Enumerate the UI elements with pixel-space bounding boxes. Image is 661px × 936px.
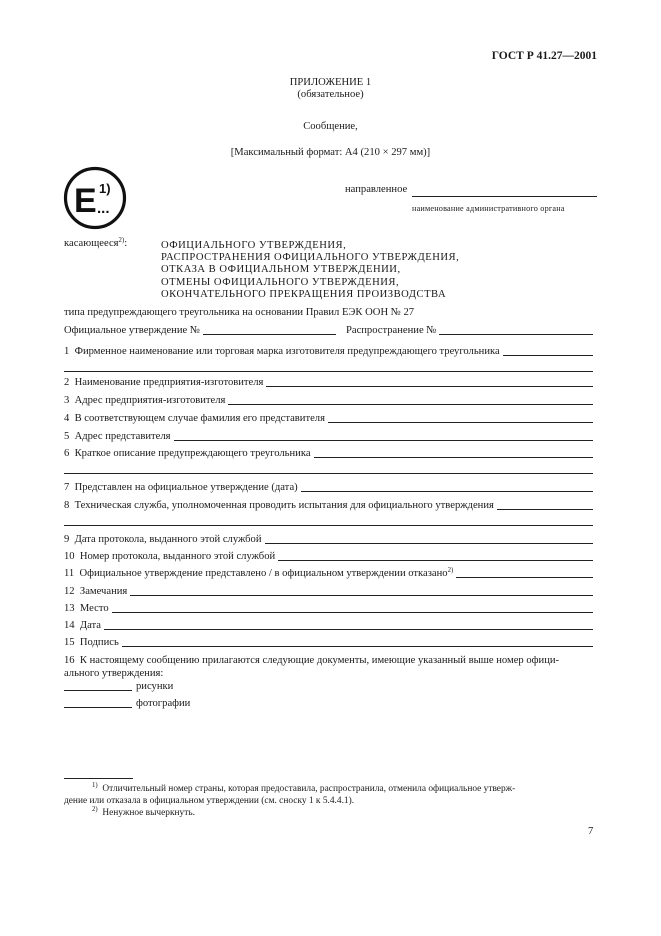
item-7-field[interactable] [301, 491, 593, 492]
item-15-field[interactable] [122, 646, 593, 647]
sent-field[interactable] [412, 196, 597, 197]
sent-label: направленное [345, 184, 408, 195]
item-14-field[interactable] [104, 629, 593, 630]
document-photos: фотографии [64, 697, 190, 711]
item-3-field[interactable] [228, 404, 593, 405]
item-8: 8 Техническая служба, уполномоченная проводить испытания для официального утверждения [64, 499, 593, 513]
item-5: 5 Адрес представителя [64, 430, 593, 444]
item-11: 11 Официальное утверждение представлено / в официальном утверждении отказано$^{2)}$ [64, 567, 593, 581]
item-1: 1 Фирменное наименование или торговая марка изготовителя предупреждающего треугольника [64, 345, 593, 359]
document-drawings: рисунки [64, 680, 173, 694]
message-title: Сообщение, [303, 121, 358, 132]
item-8-field[interactable] [497, 509, 593, 510]
item-6-field[interactable] [314, 457, 593, 458]
option-extension: РАСПРОСТРАНЕНИЯ ОФИЦИАЛЬНОГО УТВЕРЖДЕНИЯ, [161, 252, 460, 264]
item-2: 2 Наименование предприятия-изготовителя [64, 376, 593, 390]
sent-caption: наименование административного органа [412, 204, 565, 213]
item-12-field[interactable] [130, 595, 593, 596]
item-2-field[interactable] [266, 386, 593, 387]
item-14: 14 Дата [64, 619, 593, 633]
approval-mark-icon [63, 166, 127, 230]
item-15: 15 Подпись [64, 636, 593, 650]
option-approval: ОФИЦИАЛЬНОГО УТВЕРЖДЕНИЯ, [161, 240, 347, 251]
emark-letter: E [74, 182, 97, 220]
item-8-continuation[interactable] [64, 525, 593, 526]
approval-number-row: Официальное утверждение № Распространение № [64, 324, 593, 338]
option-discontinued: ОКОНЧАТЕЛЬНОГО ПРЕКРАЩЕНИЯ ПРОИЗВОДСТВА [161, 288, 447, 300]
item-13-field[interactable] [112, 612, 593, 613]
item-7: 7 Представлен на официальное утверждение (дата) [64, 481, 593, 495]
footnote-1-line2: дение или отказала в официальном утверждении (см. сноску 1 к 5.4.4.1). [64, 796, 355, 806]
item-4-field[interactable] [328, 422, 593, 423]
extension-number-field[interactable] [439, 334, 593, 335]
option-refusal: ОТКАЗА В ОФИЦИАЛЬНОМ УТВЕРЖДЕНИИ, [161, 264, 401, 276]
item-10: 10 Номер протокола, выданного этой службой [64, 550, 593, 564]
item-3: 3 Адрес предприятия-изготовителя [64, 394, 593, 408]
item-9: 9 Дата протокола, выданного этой службой [64, 533, 593, 547]
concerning-options [161, 240, 459, 301]
item-10-field[interactable] [278, 560, 593, 561]
item-12: 12 Замечания [64, 585, 593, 599]
option-withdrawal: ОТМЕНЫ ОФИЦИАЛЬНОГО УТВЕРЖДЕНИЯ, [161, 276, 400, 288]
footnote-separator [64, 778, 133, 779]
item-1-field[interactable] [503, 355, 593, 356]
page-number: 7 [588, 826, 594, 837]
item-4: 4 В соответствующем случае фамилия его представителя [64, 412, 593, 426]
format-note: [Максимальный формат: А4 (210 × 297 мм)] [230, 147, 431, 158]
item-6-continuation[interactable] [64, 473, 593, 474]
item-16-line1: 16 К настоящему сообщению прилагаются следующие документы, имеющие указанный выше номер офици- [64, 655, 560, 666]
footnote-2: $^{2)}$ Ненужное вычеркнуть. [92, 806, 195, 818]
footnote-1-line1: $^{1)}$ Отличительный номер страны, которая предоставила, распространила, отменила официальное утверж- [92, 782, 516, 794]
item-5-field[interactable] [174, 440, 594, 441]
standard-number: ГОСТ Р 41.27—2001 [491, 50, 597, 62]
item-16-line2: ального утверждения: [64, 668, 164, 679]
item-1-continuation[interactable] [64, 371, 593, 372]
drawings-count-field[interactable] [64, 690, 132, 691]
emark-dots: ... [97, 200, 110, 217]
concerning-label: касающееся$^{2)}$: [64, 237, 128, 249]
appendix-title: ПРИЛОЖЕНИЕ 1 [289, 77, 372, 88]
item-9-field[interactable] [265, 543, 593, 544]
appendix-status: (обязательное) [297, 89, 364, 100]
approval-number-field[interactable] [203, 334, 336, 335]
emark-superscript: 1) [99, 181, 111, 196]
item-13: 13 Место [64, 602, 593, 616]
type-line: типа предупреждающего треугольника на основании Правил ЕЭК ООН № 27 [64, 307, 415, 318]
item-6: 6 Краткое описание предупреждающего треугольника [64, 447, 593, 461]
photos-count-field[interactable] [64, 707, 132, 708]
item-11-field[interactable] [456, 577, 593, 578]
